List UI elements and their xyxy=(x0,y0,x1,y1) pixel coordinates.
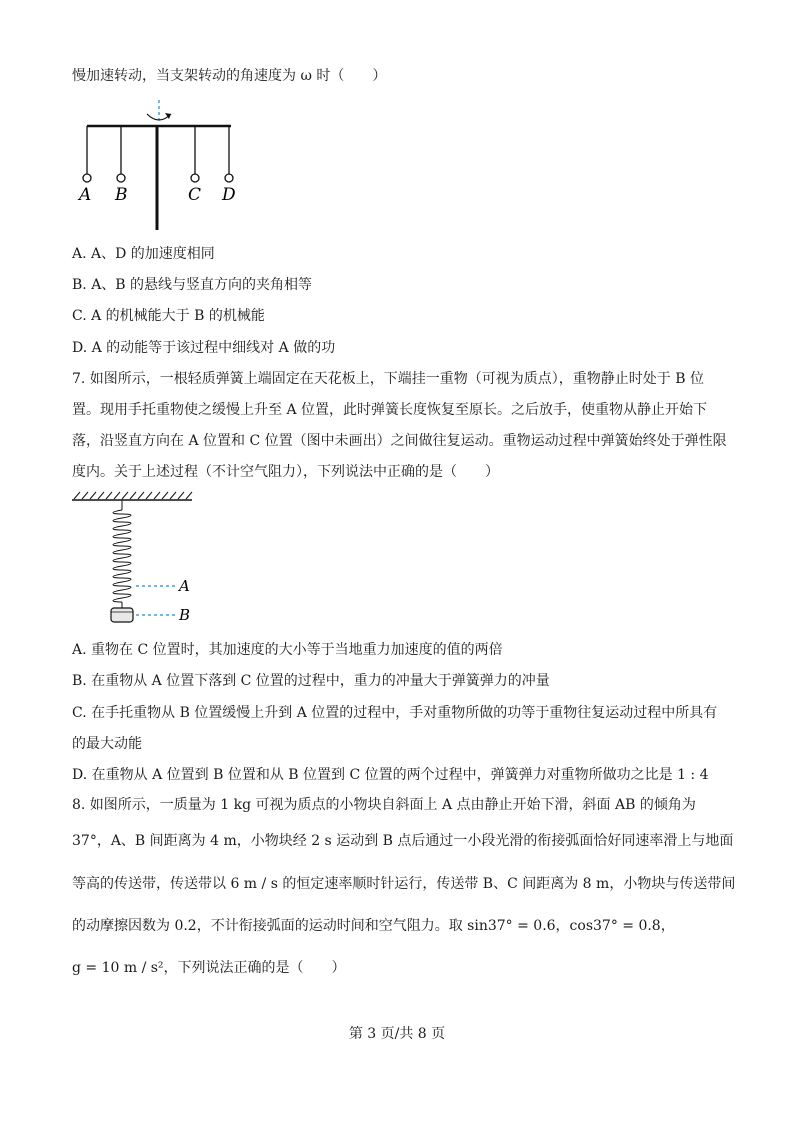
spring-label-b: B xyxy=(179,606,191,624)
label-b: B xyxy=(115,185,128,205)
q8-stem-line-2: 37°，A、B 间距离为 4 m，小物块经 2 s 运动到 B 点后通过一小段光滑的衔接弧面恰好同速率滑上与地面 xyxy=(72,833,734,849)
q8-stem-line-3: 等高的传送带，传送带以 6 m / s 的恒定速率顺时针运行，传送带 B、C 间距离为 8 m，小物块与传送带间 xyxy=(72,876,736,892)
rotating-frame-figure xyxy=(75,98,245,232)
spring-label-a: A xyxy=(179,577,190,595)
q8-stem-line-1: 8. 如图所示，一质量为 1 kg 可视为质点的小物块自斜面上 A 点由静止开始下滑，斜面 AB 的倾角为 xyxy=(72,797,696,813)
label-a: A xyxy=(79,185,92,205)
q6-option-d: D. A 的动能等于该过程中细线对 A 做的功 xyxy=(72,340,336,356)
label-d: D xyxy=(222,185,236,205)
page-footer: 第 3 页/共 8 页 xyxy=(348,1026,446,1042)
q7-option-b: B. 在重物从 A 位置下落到 C 位置的过程中，重力的冲量大于弹簧弹力的冲量 xyxy=(72,673,550,689)
q8-stem-line-5: g = 10 m / s²，下列说法正确的是（ ） xyxy=(72,960,346,976)
q7-stem-line-2: 置。现用手托重物使之缓慢上升至 A 位置，此时弹簧长度恢复至原长。之后放手，使重物从静止开始下 xyxy=(72,402,708,418)
q7-stem-line-3: 落，沿竖直方向在 A 位置和 C 位置（图中未画出）之间做往复运动。重物运动过程中弹簧始终处于弹性限 xyxy=(72,433,727,449)
q6-option-a: A. A、D 的加速度相同 xyxy=(72,246,215,262)
spring-figure xyxy=(70,490,200,630)
q7-stem-line-4: 度内。关于上述过程（不计空气阻力），下列说法中正确的是（ ） xyxy=(72,464,499,480)
q7-option-d: D. 在重物从 A 位置到 B 位置和从 B 位置到 C 位置的两个过程中，弹簧弹力对重物所做功之比是 1 : 4 xyxy=(72,767,709,783)
q7-option-a: A. 重物在 C 位置时，其加速度的大小等于当地重力加速度的值的两倍 xyxy=(72,642,503,658)
q6-option-b: B. A、B 的悬线与竖直方向的夹角相等 xyxy=(72,277,313,293)
q6-option-c: C. A 的机械能大于 B 的机械能 xyxy=(72,308,265,324)
q8-stem-line-4: 的动摩擦因数为 0.2，不计衔接弧面的运动时间和空气阻力。取 sin37° = 0.6，cos37° = 0.8， xyxy=(72,918,675,934)
q7-option-c-line-1: C. 在手托重物从 B 位置缓慢上升到 A 位置的过程中，手对重物所做的功等于重物往复运动过程中所具有 xyxy=(72,705,718,721)
label-c: C xyxy=(188,185,202,205)
q6-stem-end: 慢加速转动，当支架转动的角速度为 ω 时（ ） xyxy=(72,68,387,84)
q7-option-c-line-2: 的最大动能 xyxy=(72,736,142,752)
q7-stem-line-1: 7. 如图所示，一根轻质弹簧上端固定在天花板上，下端挂一重物（可视为质点），重物静止时处于 B 位 xyxy=(72,371,704,387)
